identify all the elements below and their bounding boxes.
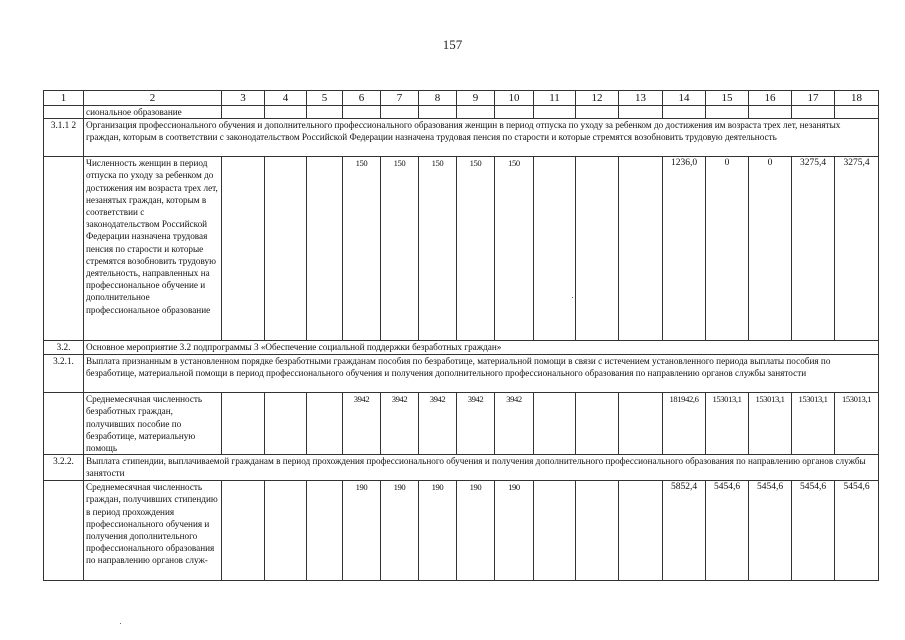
value-cell: [749, 106, 792, 119]
value-cell: [619, 157, 663, 341]
value-cell: [381, 106, 419, 119]
row-code: 3.2.1.: [44, 355, 84, 393]
column-number: 5: [307, 91, 343, 106]
table-row: [44, 106, 879, 119]
value-cell: 153013,1: [706, 393, 749, 455]
value-cell: [576, 157, 619, 341]
value-cell: [619, 106, 663, 119]
value-cell: [265, 106, 307, 119]
value-cell: 0: [749, 157, 792, 341]
value-cell: [495, 106, 534, 119]
value-cell: [619, 393, 663, 455]
value-cell: [534, 393, 576, 455]
value-cell: [265, 157, 307, 341]
value-cell: 150: [419, 157, 457, 341]
value-cell: 1236,0: [663, 157, 706, 341]
column-number: 8: [419, 91, 457, 106]
value-cell: [419, 106, 457, 119]
value-cell: 3942: [457, 393, 495, 455]
activity-title: Выплата признанным в установленном порядке безработными гражданам пособия по безработице, материальной помощи в связи с истечением установленного периода выплаты пособия по безработице, материальной помощи в период профессионального обучения и получения дополнительного профессионального образования по направлению органов службы занятости: [84, 355, 879, 393]
page-number: 157: [442, 37, 463, 52]
column-number: 9: [457, 91, 495, 106]
column-number: 10: [495, 91, 534, 106]
column-number: 3: [222, 91, 265, 106]
value-cell: [706, 106, 749, 119]
value-cell: [457, 106, 495, 119]
column-number: 7: [381, 91, 419, 106]
table-row: [44, 393, 879, 455]
value-cell: 190: [495, 481, 534, 581]
column-number: 11: [534, 91, 576, 106]
value-cell: [576, 393, 619, 455]
value-cell: [792, 106, 835, 119]
value-cell: [222, 106, 265, 119]
value-cell: [835, 106, 879, 119]
table-row: [44, 341, 879, 355]
value-cell: 5454,6: [835, 481, 879, 581]
column-number: 4: [265, 91, 307, 106]
value-cell: [307, 157, 343, 341]
indicator-name: Среднемесячная численность безработных граждан, получивших пособие по безработице, материальную помощь: [84, 393, 222, 455]
value-cell: 153013,1: [792, 393, 835, 455]
column-number: 12: [576, 91, 619, 106]
column-number: 2: [84, 91, 222, 106]
value-cell: 5454,6: [749, 481, 792, 581]
column-number: 16: [749, 91, 792, 106]
value-cell: 150: [457, 157, 495, 341]
column-number: 14: [663, 91, 706, 106]
value-cell: 153013,1: [835, 393, 879, 455]
value-cell: [663, 106, 706, 119]
value-cell: [222, 393, 265, 455]
column-number: 17: [792, 91, 835, 106]
value-cell: 150: [343, 157, 381, 341]
value-cell: 3275,4: [835, 157, 879, 341]
value-cell: [307, 106, 343, 119]
row-code: [44, 393, 84, 455]
column-number-row: [44, 91, 879, 106]
value-cell: [222, 157, 265, 341]
value-cell: 190: [457, 481, 495, 581]
value-cell: 150: [381, 157, 419, 341]
indicator-name: Среднемесячная численность граждан, получивших стипендию в период прохождения профессионального обучения и получения дополнительного профессионального образования по направлению органов служ-: [84, 481, 222, 581]
value-cell: 3942: [419, 393, 457, 455]
value-cell: 153013,1: [749, 393, 792, 455]
column-number: 13: [619, 91, 663, 106]
value-cell: 5454,6: [706, 481, 749, 581]
value-cell: [265, 393, 307, 455]
row-code: [44, 481, 84, 581]
row-code: [44, 157, 84, 341]
value-cell: 181942,6: [663, 393, 706, 455]
value-cell: 190: [419, 481, 457, 581]
indicator-name: Численность женщин в период отпуска по уходу за ребенком до достижения им возраста трех лет, незанятых граждан, которым в соответствии с законодательством Российской Федерации назначена трудовая пенсия по старости и которые стремятся возобновить трудовую деятельность, направленных на профессиональное обучение и дополнительное профессиональное образование: [84, 157, 222, 341]
table-row: [44, 455, 879, 481]
row-code: 3.2.2.: [44, 455, 84, 481]
continued-text: сиональное образование: [84, 106, 222, 119]
value-cell: 0: [706, 157, 749, 341]
column-number: 15: [706, 91, 749, 106]
activity-title: Организация профессионального обучения и дополнительного профессионального образования женщин в период отпуска по уходу за ребенком до достижения им возраста трех лет, незанятых граждан, которым в соответствии с законодательством Российской Федерации назначена трудовая пенсия по старости и которые стремятся возобновить трудовую деятельность: [84, 119, 879, 157]
value-cell: [619, 481, 663, 581]
value-cell: [307, 393, 343, 455]
value-cell: 3275,4: [792, 157, 835, 341]
value-cell: 5454,6: [792, 481, 835, 581]
value-cell: [222, 481, 265, 581]
value-cell: 3942: [343, 393, 381, 455]
value-cell: 190: [343, 481, 381, 581]
value-cell: 3942: [495, 393, 534, 455]
value-cell: [534, 106, 576, 119]
data-table-sheet: [43, 90, 878, 581]
value-cell: [576, 481, 619, 581]
value-cell: [343, 106, 381, 119]
column-number: 6: [343, 91, 381, 106]
row-code: 3.1.1 2: [44, 119, 84, 157]
column-number: 18: [835, 91, 879, 106]
value-cell: [576, 106, 619, 119]
value-cell: [307, 481, 343, 581]
row-code: 3.2.: [44, 341, 84, 355]
activity-title: Выплата стипендии, выплачиваемой гражданам в период прохождения профессионального обучения и получения дополнительного профессионального образования по направлению органов службы занятости: [84, 455, 879, 481]
row-code: [44, 106, 84, 119]
value-cell: 3942: [381, 393, 419, 455]
activity-title: Основное мероприятие 3.2 подпрограммы 3 «Обеспечение социальной поддержки безработных граждан»: [84, 341, 879, 355]
table-row: [44, 355, 879, 393]
table-body: [44, 91, 879, 581]
data-table: [43, 90, 879, 581]
value-cell: 5852,4: [663, 481, 706, 581]
value-cell: 190: [381, 481, 419, 581]
value-cell: [265, 481, 307, 581]
table-row: [44, 157, 879, 341]
value-cell: [534, 481, 576, 581]
table-row: [44, 119, 879, 157]
table-row: [44, 481, 879, 581]
column-number: 1: [44, 91, 84, 106]
value-cell: 150: [495, 157, 534, 341]
value-cell: [534, 157, 576, 341]
